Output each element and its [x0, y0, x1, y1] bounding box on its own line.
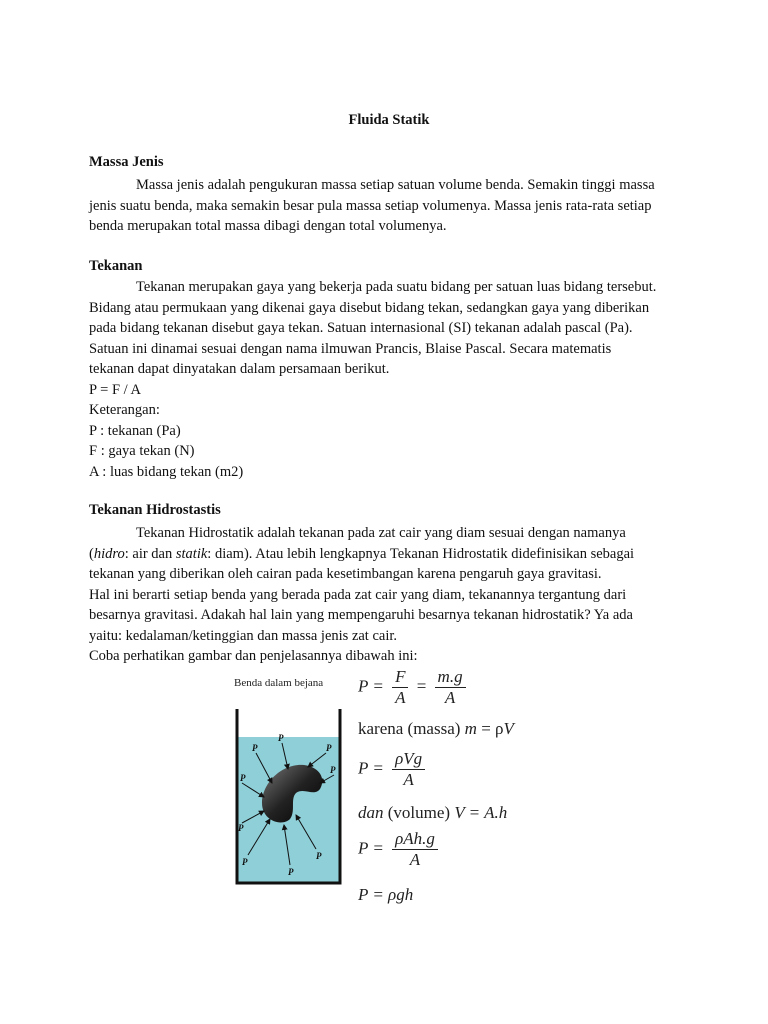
text-span: : air dan [124, 545, 176, 562]
formula-lhs: P = [358, 758, 384, 778]
pressure-label: P [278, 733, 284, 743]
pressure-label: P [316, 851, 322, 861]
fraction-denominator: A [403, 770, 414, 789]
formula-mass [358, 719, 514, 739]
formula-pressure-rho-v-g [358, 749, 429, 790]
fraction [435, 667, 466, 708]
pressure-label: P [326, 743, 332, 753]
text-line: Bidang atau permukaan yang dikenai gaya disebut bidang tekan, sedangkan gaya yang diberikan [89, 299, 650, 316]
text-line: Satuan ini dinamai sesuai dengan nama ilmuwan Prancis, Blaise Pascal. Secara matematis [89, 340, 612, 357]
formula-final: P = ρgh [358, 885, 414, 904]
formula-text: = ρ [476, 719, 504, 738]
legend-line: P : tekanan (Pa) [89, 422, 181, 439]
italic-term: statik [175, 545, 208, 562]
formula-var: V [454, 803, 465, 822]
vessel-illustration [234, 707, 344, 887]
equals: = [416, 676, 427, 696]
text-line: Coba perhatikan gambar dan penjelasannya dibawah ini: [89, 648, 418, 664]
paragraph-massa-jenis [89, 175, 689, 237]
formula-lhs: P = [358, 676, 384, 696]
fraction [392, 829, 438, 870]
fraction-numerator: ρAh.g [392, 829, 438, 850]
text-line: tekanan yang diberikan oleh cairan pada kesetimbangan karena pengaruh gaya gravitasi. [89, 566, 602, 582]
pressure-label: P [238, 823, 244, 833]
text-line: Hal ini berarti setiap benda yang berada pada zat cair yang diam, tekanannya tergantung dari [89, 586, 627, 603]
formula-var: V [503, 719, 514, 738]
text-line [89, 544, 689, 565]
fraction-denominator: A [444, 688, 456, 707]
pressure-label: P [240, 773, 246, 783]
text-line: Tekanan Hidrostatik adalah tekanan pada zat cair yang diam sesuai dengan namanya [136, 525, 626, 541]
heading-tekanan-hidrostatis: Tekanan Hidrostastis [89, 502, 221, 518]
document-title: Fluida Statik [348, 112, 430, 128]
heading-massa-jenis: Massa Jenis [89, 154, 164, 170]
formula-text: (volume) [383, 803, 455, 822]
text-span: ( [89, 545, 94, 562]
pressure-label: P [252, 743, 258, 753]
hydrostatic-figure [234, 665, 634, 925]
text-line: besarnya gravitasi. Adakah hal lain yang mempengaruhi besarnya tekanan hidrostatik? Ya ada [89, 607, 633, 623]
formula-text: karena (massa) [358, 719, 465, 738]
pressure-label: P [242, 857, 248, 867]
formula-pressure-rho-a-h-g [358, 829, 442, 870]
fraction-denominator: A [395, 688, 406, 707]
text-line: Tekanan merupakan gaya yang bekerja pada suatu bidang per satuan luas bidang tersebut. [136, 279, 657, 295]
legend-line: F : gaya tekan (N) [89, 443, 195, 459]
pressure-label: P [330, 765, 336, 775]
fraction-numerator: m.g [435, 667, 466, 688]
formula-lhs: P = [358, 838, 384, 858]
fraction [392, 749, 425, 790]
fraction-numerator: F [392, 667, 408, 688]
text-line: Massa jenis adalah pengukuran massa setiap satuan volume benda. Semakin tinggi massa [136, 177, 655, 193]
fraction-numerator: ρVg [392, 749, 425, 770]
formula-var: m [464, 719, 477, 738]
formula-text: = A.h [464, 803, 508, 822]
pressure-label: P [288, 867, 294, 877]
figure-caption: Benda dalam bejana [234, 677, 324, 689]
formula-volume [358, 803, 507, 823]
formula-pressure-definition [358, 667, 470, 708]
text-line: pada bidang tekanan disebut gaya tekan. Satuan internasional (SI) tekanan adalah pascal (Pa). [89, 320, 633, 336]
text-line: benda merupakan total massa dibagi dengan total volumenya. [89, 218, 447, 234]
heading-tekanan: Tekanan [89, 258, 143, 274]
formula-line: P = F / A [89, 381, 141, 398]
fraction-denominator: A [409, 850, 421, 869]
paragraph-tekanan [89, 277, 689, 482]
text-line: tekanan dapat dinyatakan dalam persamaan berikut. [89, 361, 390, 377]
fraction [392, 667, 408, 708]
text-line: Keterangan: [89, 402, 160, 418]
text-line: jenis suatu benda, maka semakin besar pula massa setiap volumenya. Massa jenis rata-rata setiap [89, 197, 652, 214]
formula-text: dan [358, 803, 384, 822]
italic-term: hidro [93, 545, 125, 562]
paragraph-hidrostatis [89, 523, 689, 667]
text-line: yaitu: kedalaman/ketinggian dan massa jenis zat cair. [89, 627, 398, 644]
legend-line: A : luas bidang tekan (m2) [89, 463, 244, 480]
text-span: : diam). Atau lebih lengkapnya Tekanan Hidrostatik didefinisikan sebagai [207, 545, 635, 562]
